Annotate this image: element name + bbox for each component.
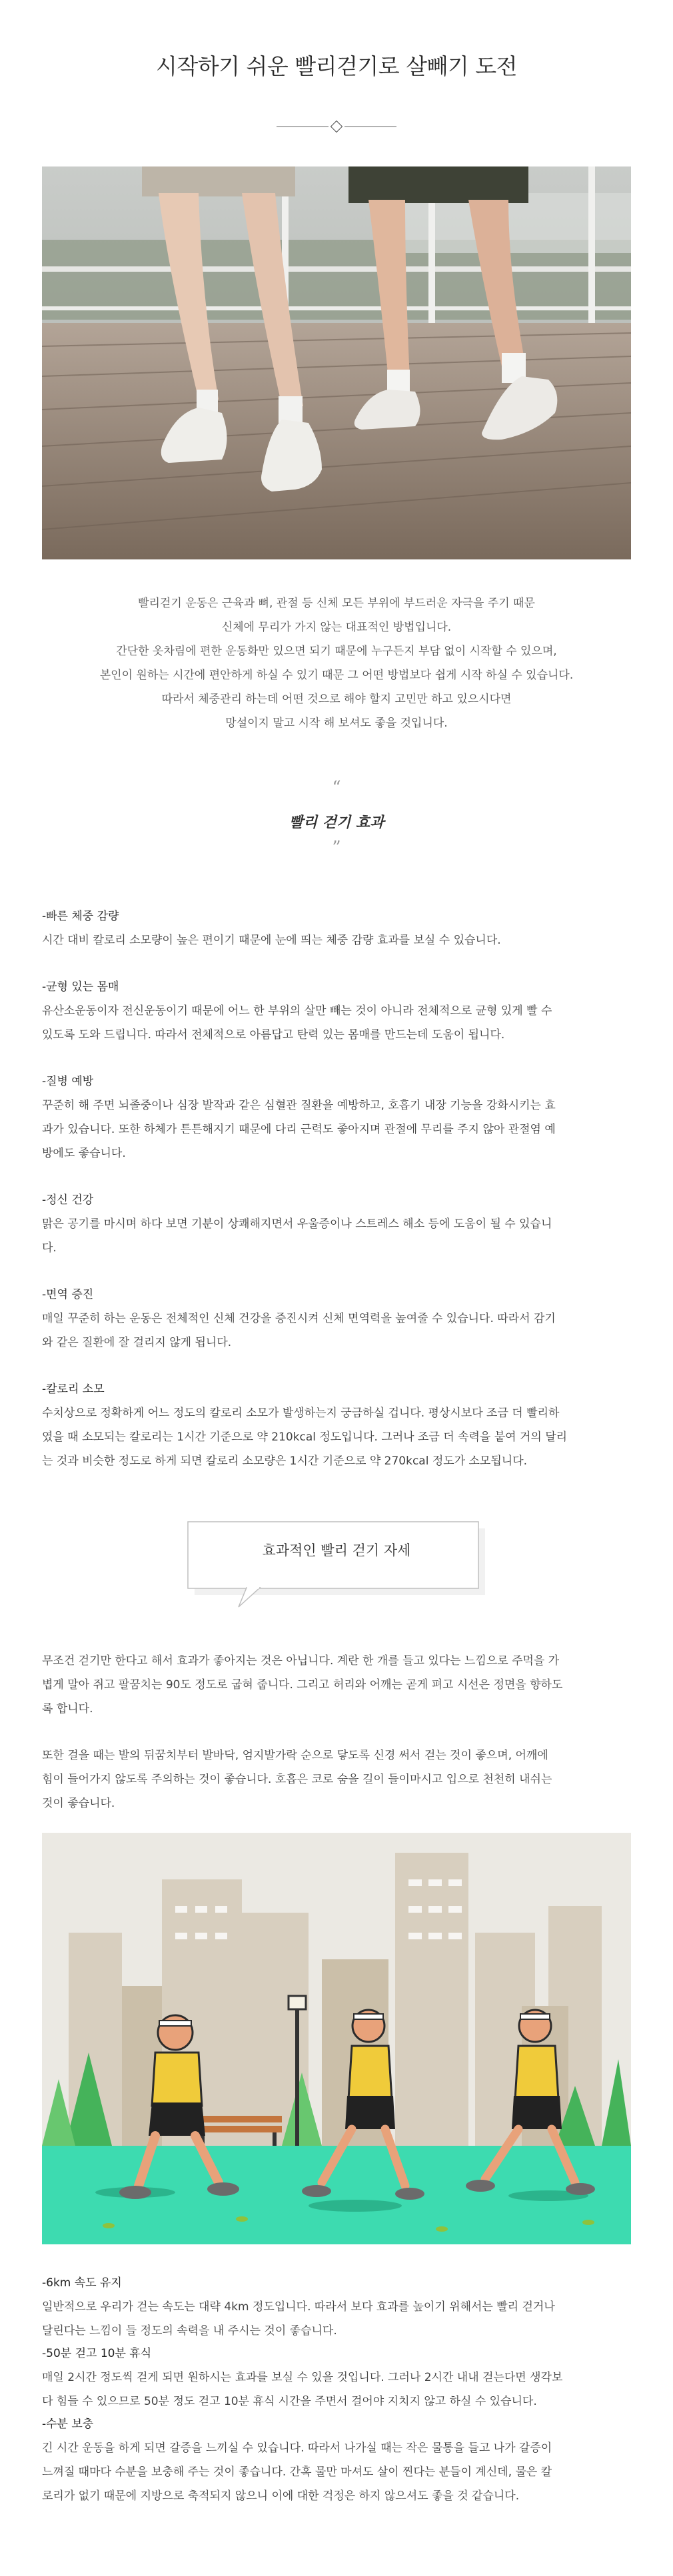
effect-item-title: -면역 증진 [42, 1288, 94, 1301]
effect-item-text: 꾸준히 해 주면 뇌졸중이나 심장 발작과 같은 심혈관 질환을 예방하고, 호흡기 내장 기능을 강화시키는 효 [42, 1099, 556, 1112]
tip-item-text: 다 힘들 수 있으므로 50분 정도 걷고 10분 휴식 시간을 주면서 걸어야 지치지 않고 하실 수 있습니다. [42, 2395, 537, 2408]
intro-line: 따라서 체중관리 하는데 어떤 것으로 해야 할지 고민만 하고 있으시다면 [161, 693, 512, 706]
effect-item [42, 904, 631, 952]
effect-item-text: 과가 있습니다. 또한 하체가 튼튼해지기 때문에 다리 근력도 좋아지며 관절에 무리를 주지 않아 관절염 예 [42, 1123, 556, 1136]
intro-text [42, 591, 631, 735]
tip-item-text: 느껴질 때마다 수분을 보충해 주는 것이 좋습니다. 간혹 물만 마셔도 살이 찐다는 분들이 계신데, 물은 칼 [42, 2465, 552, 2479]
effect-item-text: 맑은 공기를 마시며 하다 보면 기분이 상쾌해지면서 우울증이나 스트레스 해소 등에 도움이 될 수 있습니 [42, 1217, 552, 1231]
effect-item-title: -정신 건강 [42, 1193, 94, 1207]
effect-item [42, 975, 631, 1047]
posture-line: 록 합니다. [42, 1702, 93, 1716]
tip-item-text: 매일 2시간 정도씩 걷게 되면 원하시는 효과를 보실 수 있을 것입니다. 그러나 2시간 내내 걷는다면 생각보 [42, 2371, 563, 2384]
tip-item-title: -수분 보충 [42, 2417, 94, 2431]
posture-heading: 효과적인 빨리 걷기 자세 [262, 1542, 411, 1558]
effect-item-text: 매일 꾸준히 하는 운동은 전체적인 신체 건강을 증진시켜 신체 면역력을 높여줄 수 있습니다. 따라서 감기 [42, 1312, 556, 1325]
effects-heading: 빨리 걷기 효과 [289, 814, 384, 831]
intro-line: 신체에 무리가 가지 않는 대표적인 방법입니다. [221, 621, 452, 634]
effect-item [42, 1070, 631, 1165]
effect-item [42, 1188, 631, 1260]
posture-line: 힘이 들어가지 않도록 주의하는 것이 좋습니다. 호흡은 코로 숨을 길이 들이마시고 입으로 천천히 내쉬는 [42, 1773, 552, 1786]
close-quote-icon: ” [332, 838, 341, 858]
posture-line: 볍게 말아 쥐고 팔꿈치는 90도 정도로 굽혀 줍니다. 그리고 허리와 어깨는 곧게 펴고 시선은 정면을 향하도 [42, 1678, 563, 1692]
title-divider [277, 120, 396, 133]
effect-item-text: 와 같은 질환에 잘 걸리지 않게 됩니다. [42, 1336, 232, 1349]
speech-bubble [187, 1520, 486, 1627]
intro-line: 망설이지 말고 시작 해 보셔도 좋을 것입니다. [225, 717, 448, 730]
effect-item-title: -질병 예방 [42, 1075, 94, 1088]
tip-item-text: 달린다는 느낌이 들 정도의 속력을 내 주시는 것이 좋습니다. [42, 2324, 337, 2338]
page-title: 시작하기 쉬운 빨리걷기로 살빼기 도전 [155, 53, 517, 79]
open-quote-icon: “ [332, 778, 341, 798]
walking-photo [42, 166, 631, 559]
tip-item-title: -50분 걷고 10분 휴식 [42, 2347, 152, 2360]
tip-item [42, 2271, 631, 2343]
intro-line: 간단한 옷차림에 편한 운동화만 있으면 되기 때문에 누구든지 부담 없이 시작할 수 있으며, [116, 645, 557, 658]
tip-item-text: 긴 시간 운동을 하게 되면 갈증을 느끼실 수 있습니다. 따라서 나가실 때는 작은 물통을 들고 나가 갈증이 [42, 2441, 552, 2455]
effect-item [42, 1377, 631, 1473]
effect-item-text: 유산소운동이자 전신운동이기 때문에 어느 한 부위의 살만 빼는 것이 아니라 전체적으로 균형 있게 빨 수 [42, 1004, 552, 1018]
tip-item-text: 로리가 없기 때문에 지방으로 축적되지 않으니 이에 대한 걱정은 하지 않으셔도 좋을 것 같습니다. [42, 2489, 520, 2503]
tip-item [42, 2342, 631, 2414]
effect-item-title: -빠른 체중 감량 [42, 910, 119, 923]
walkers-illustration [42, 1833, 631, 2244]
effect-item-title: -칼로리 소모 [42, 1383, 105, 1396]
effect-item-text: 방에도 좋습니다. [42, 1147, 126, 1160]
effect-item-text: 였을 때 소모되는 칼로리는 1시간 기준으로 약 210kcal 정도입니다. 그러나 조금 더 속력을 붙여 거의 달리 [42, 1431, 568, 1444]
posture-line: 또한 걸을 때는 발의 뒤꿈치부터 발바닥, 엄지발가락 순으로 닿도록 신경 써서 걷는 것이 좋으며, 어깨에 [42, 1749, 548, 1762]
posture-line: 것이 좋습니다. [42, 1797, 115, 1810]
tip-item-text: 일반적으로 우리가 걷는 속도는 대략 4km 정도입니다. 따라서 보다 효과를 높이기 위해서는 빨리 걷거나 [42, 2300, 555, 2314]
tip-item [42, 2412, 631, 2508]
effect-item-text: 시간 대비 칼로리 소모량이 높은 편이기 때문에 눈에 띄는 체중 감량 효과를 보실 수 있습니다. [42, 934, 501, 947]
posture-paragraph [42, 1744, 631, 1815]
effect-item-text: 는 것과 비슷한 정도로 하게 되면 칼로리 소모량은 1시간 기준으로 약 270kcal 정도가 소모됩니다. [42, 1454, 528, 1468]
effect-item-text: 수치상으로 정확하게 어느 정도의 칼로리 소모가 발생하는지 궁금하실 겁니다. 평상시보다 조금 더 빨리하 [42, 1407, 560, 1420]
posture-paragraph [42, 1649, 631, 1721]
effect-item-text: 다. [42, 1241, 57, 1255]
intro-line: 본인이 원하는 시간에 편안하게 하실 수 있기 때문 그 어떤 방법보다 쉽게 시작 하실 수 있습니다. [99, 669, 574, 682]
effect-item [42, 1283, 631, 1355]
tip-item-title: -6km 속도 유지 [42, 2276, 122, 2290]
posture-line: 무조건 걷기만 한다고 해서 효과가 좋아지는 것은 아닙니다. 계란 한 개를 들고 있다는 느낌으로 주먹을 가 [42, 1654, 560, 1668]
intro-line: 빨리걷기 운동은 근육과 뼈, 관절 등 신체 모든 부위에 부드러운 자극을 주기 때문 [138, 597, 535, 610]
effect-item-title: -균형 있는 몸매 [42, 980, 119, 994]
effect-item-text: 있도록 도와 드립니다. 따라서 전체적으로 아름답고 탄력 있는 몸매를 만드는데 도움이 됩니다. [42, 1028, 505, 1042]
